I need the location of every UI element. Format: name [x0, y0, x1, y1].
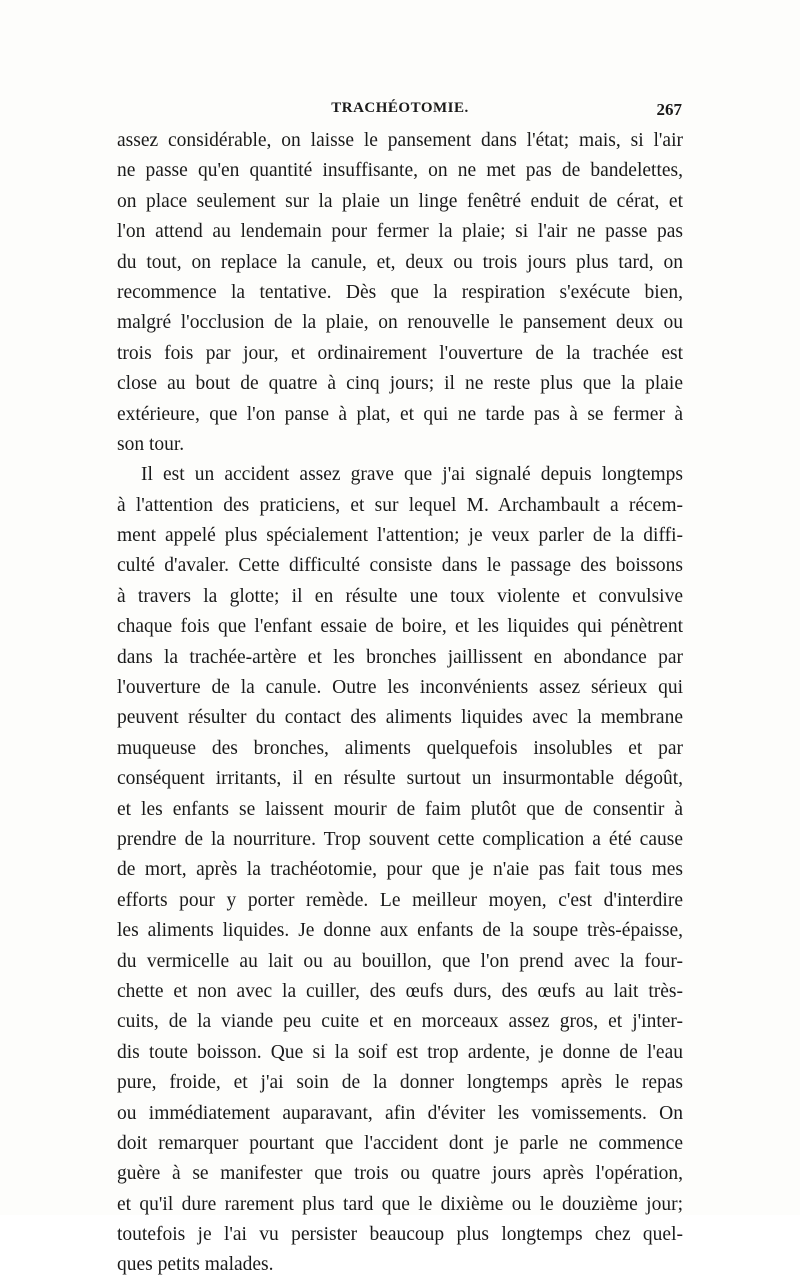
text-line: à l'attention des praticiens, et sur lequel M. Archambault a récem- [117, 494, 683, 516]
text-line: son tour. [117, 433, 185, 455]
text-line: de mort, après la trachéotomie, pour que je n'aie pas fait tous mes [117, 859, 683, 881]
text-line: cuits, de la viande peu cuite et en morceaux assez gros, et j'inter- [117, 1011, 683, 1033]
text-line: du tout, on replace la canule, et, deux ou trois jours plus tard, on [117, 251, 683, 273]
text-line: à travers la glotte; il en résulte une toux violente et convulsive [117, 585, 683, 607]
text-line: l'ouverture de la canule. Outre les inconvénients assez sérieux qui [117, 677, 683, 699]
page-number: 267 [656, 100, 682, 119]
text-line: et les enfants se laissent mourir de faim plutôt que de consentir à [117, 798, 683, 820]
text-line: toutefois je l'ai vu persister beaucoup plus longtemps chez quel- [117, 1224, 683, 1246]
text-line: conséquent irritants, il en résulte surtout un insurmontable dégoût, [117, 768, 683, 790]
text-line: guère à se manifester que trois ou quatre jours après l'opération, [117, 1163, 683, 1185]
text-line: malgré l'occlusion de la plaie, on renouvelle le pansement deux ou [117, 312, 683, 334]
text-line: chette et non avec la cuiller, des œufs durs, des œufs au lait très- [117, 980, 683, 1002]
paragraph-1 [117, 126, 683, 460]
text-line: dans la trachée-artère et les bronches jaillissent en abondance par [117, 646, 683, 668]
text-line: close au bout de quatre à cinq jours; il ne reste plus que la plaie [117, 373, 683, 395]
text-line: pure, froide, et j'ai soin de la donner longtemps après le repas [117, 1072, 683, 1094]
paragraph-2 [117, 460, 683, 1281]
text-line: doit remarquer pourtant que l'accident dont je parle ne commence [117, 1132, 683, 1154]
text-line: chaque fois que l'enfant essaie de boire, et les liquides qui pénètrent [117, 616, 683, 638]
text-line: muqueuse des bronches, aliments quelquefois insolubles et par [117, 737, 683, 759]
text-line: du vermicelle au lait ou au bouillon, que l'on prend avec la four- [117, 950, 683, 972]
text-line: culté d'avaler. Cette difficulté consiste dans le passage des boissons [117, 555, 683, 577]
running-title: TRACHÉOTOMIE. [331, 100, 469, 116]
text-line: trois fois par jour, et ordinairement l'ouverture de la trachée est [117, 342, 683, 364]
text-line: prendre de la nourriture. Trop souvent cette complication a été cause [117, 828, 683, 850]
text-line: ment appelé plus spécialement l'attention; je veux parler de la diffi- [117, 525, 683, 547]
text-line: extérieure, que l'on panse à plat, et qui ne tarde pas à se fermer à [117, 403, 683, 425]
text-line: ne passe qu'en quantité insuffisante, on ne met pas de bandelettes, [117, 160, 683, 182]
text-line: ques petits malades. [117, 1254, 274, 1276]
text-line: assez considérable, on laisse le pansement dans l'état; mais, si l'air [117, 130, 683, 151]
running-head [118, 100, 682, 124]
text-line: ou immédiatement auparavant, afin d'éviter les vomissements. On [117, 1102, 683, 1124]
text-line: recommence la tentative. Dès que la respiration s'exécute bien, [117, 281, 683, 303]
text-line: et qu'il dure rarement plus tard que le dixième ou le douzième jour; [117, 1193, 683, 1215]
text-line: dis toute boisson. Que si la soif est trop ardente, je donne de l'eau [117, 1041, 683, 1063]
text-line: l'on attend au lendemain pour fermer la plaie; si l'air ne passe pas [117, 221, 683, 243]
text-line: Il est un accident assez grave que j'ai signalé depuis longtemps [141, 464, 683, 486]
text-line: peuvent résulter du contact des aliments liquides avec la membrane [117, 707, 683, 729]
text-line: efforts pour y porter remède. Le meilleur moyen, c'est d'interdire [117, 889, 683, 911]
text-line: les aliments liquides. Je donne aux enfants de la soupe très-épaisse, [117, 920, 683, 942]
body-text [117, 126, 683, 1281]
text-line: on place seulement sur la plaie un linge fenêtré enduit de cérat, et [117, 190, 683, 212]
